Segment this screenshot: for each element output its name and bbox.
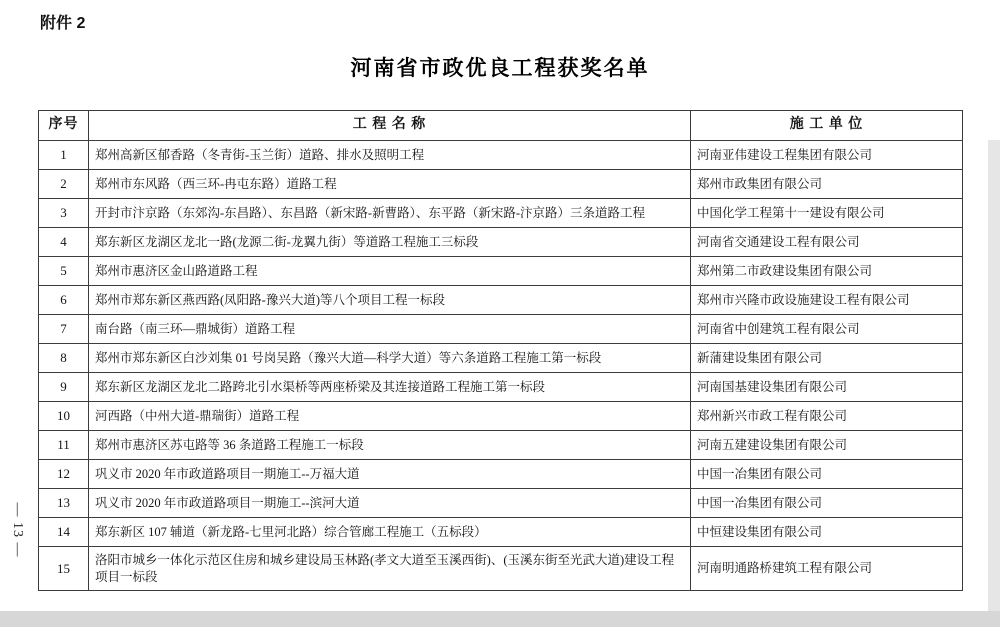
project-name-cell: 郑东新区龙湖区龙北一路(龙源二街-龙翼九街）等道路工程施工三标段 xyxy=(89,228,691,257)
table-row xyxy=(39,315,963,344)
index-cell: 1 xyxy=(39,141,89,170)
table-body xyxy=(39,141,963,591)
project-name-cell: 郑州市郑东新区白沙刘集 01 号岗吴路（豫兴大道—科学大道）等六条道路工程施工第一标段 xyxy=(89,344,691,373)
table-header-row xyxy=(39,111,963,141)
builder-cell: 郑州第二市政建设集团有限公司 xyxy=(691,257,963,286)
builder-cell: 新蒲建设集团有限公司 xyxy=(691,344,963,373)
builder-cell: 郑州市政集团有限公司 xyxy=(691,170,963,199)
builder-cell: 河南省中创建筑工程有限公司 xyxy=(691,315,963,344)
table-row xyxy=(39,228,963,257)
builder-cell: 郑州市兴隆市政设施建设工程有限公司 xyxy=(691,286,963,315)
project-name-cell: 巩义市 2020 年市政道路项目一期施工--万福大道 xyxy=(89,460,691,489)
scan-edge-right xyxy=(988,140,1000,611)
index-cell: 9 xyxy=(39,373,89,402)
table-row xyxy=(39,402,963,431)
table-row xyxy=(39,257,963,286)
builder-cell: 河南亚伟建设工程集团有限公司 xyxy=(691,141,963,170)
index-cell: 3 xyxy=(39,199,89,228)
table-row xyxy=(39,518,963,547)
project-name-cell: 郑东新区 107 辅道（新龙路-七里河北路）综合管廊工程施工（五标段） xyxy=(89,518,691,547)
attachment-label: 附件 2 xyxy=(40,15,86,32)
awards-table xyxy=(38,110,963,591)
index-cell: 7 xyxy=(39,315,89,344)
table-row xyxy=(39,286,963,315)
builder-cell: 河南明通路桥建筑工程有限公司 xyxy=(691,547,963,591)
header-project-name: 工 程 名 称 xyxy=(89,111,691,141)
index-cell: 14 xyxy=(39,518,89,547)
index-cell: 15 xyxy=(39,547,89,591)
builder-cell: 中国一冶集团有限公司 xyxy=(691,489,963,518)
index-cell: 4 xyxy=(39,228,89,257)
table-row xyxy=(39,170,963,199)
project-name-cell: 河西路（中州大道-鼎瑞街）道路工程 xyxy=(89,402,691,431)
index-cell: 2 xyxy=(39,170,89,199)
table-row xyxy=(39,431,963,460)
header-builder: 施 工 单 位 xyxy=(691,111,963,141)
builder-cell: 河南省交通建设工程有限公司 xyxy=(691,228,963,257)
builder-cell: 中恒建设集团有限公司 xyxy=(691,518,963,547)
project-name-cell: 郑州市东风路（西三环-冉屯东路）道路工程 xyxy=(89,170,691,199)
index-cell: 5 xyxy=(39,257,89,286)
project-name-cell: 郑州市郑东新区燕西路(凤阳路-豫兴大道)等八个项目工程一标段 xyxy=(89,286,691,315)
page-title: 河南省市政优良工程获奖名单 xyxy=(350,57,650,80)
builder-cell: 中国化学工程第十一建设有限公司 xyxy=(691,199,963,228)
builder-cell: 河南五建建设集团有限公司 xyxy=(691,431,963,460)
builder-cell: 中国一冶集团有限公司 xyxy=(691,460,963,489)
project-name-cell: 郑州市惠济区金山路道路工程 xyxy=(89,257,691,286)
project-name-cell: 巩义市 2020 年市政道路项目一期施工--滨河大道 xyxy=(89,489,691,518)
builder-cell: 郑州新兴市政工程有限公司 xyxy=(691,402,963,431)
index-cell: 13 xyxy=(39,489,89,518)
project-name-cell: 南台路（南三环—鼎城街）道路工程 xyxy=(89,315,691,344)
project-name-cell: 郑州高新区郁香路（冬青街-玉兰街）道路、排水及照明工程 xyxy=(89,141,691,170)
header-index: 序号 xyxy=(39,111,89,141)
scan-edge-bottom xyxy=(0,611,1000,627)
table-row xyxy=(39,460,963,489)
index-cell: 12 xyxy=(39,460,89,489)
index-cell: 10 xyxy=(39,402,89,431)
builder-cell: 河南国基建设集团有限公司 xyxy=(691,373,963,402)
project-name-cell: 开封市汴京路（东郊沟-东昌路）、东昌路（新宋路-新曹路）、东平路（新宋路-汴京路）三条道路工程 xyxy=(89,199,691,228)
table-row xyxy=(39,373,963,402)
table-row xyxy=(39,547,963,591)
page-number: — 13 — xyxy=(10,502,25,558)
project-name-cell: 郑东新区龙湖区龙北二路跨北引水渠桥等两座桥梁及其连接道路工程施工第一标段 xyxy=(89,373,691,402)
project-name-cell: 郑州市惠济区苏屯路等 36 条道路工程施工一标段 xyxy=(89,431,691,460)
project-name-cell: 洛阳市城乡一体化示范区住房和城乡建设局玉林路(孝文大道至玉溪西街)、(玉溪东街至光武大道)建设工程项目一标段 xyxy=(89,547,691,591)
index-cell: 8 xyxy=(39,344,89,373)
table-row xyxy=(39,141,963,170)
index-cell: 6 xyxy=(39,286,89,315)
index-cell: 11 xyxy=(39,431,89,460)
table-row xyxy=(39,344,963,373)
table-row xyxy=(39,489,963,518)
table-row xyxy=(39,199,963,228)
